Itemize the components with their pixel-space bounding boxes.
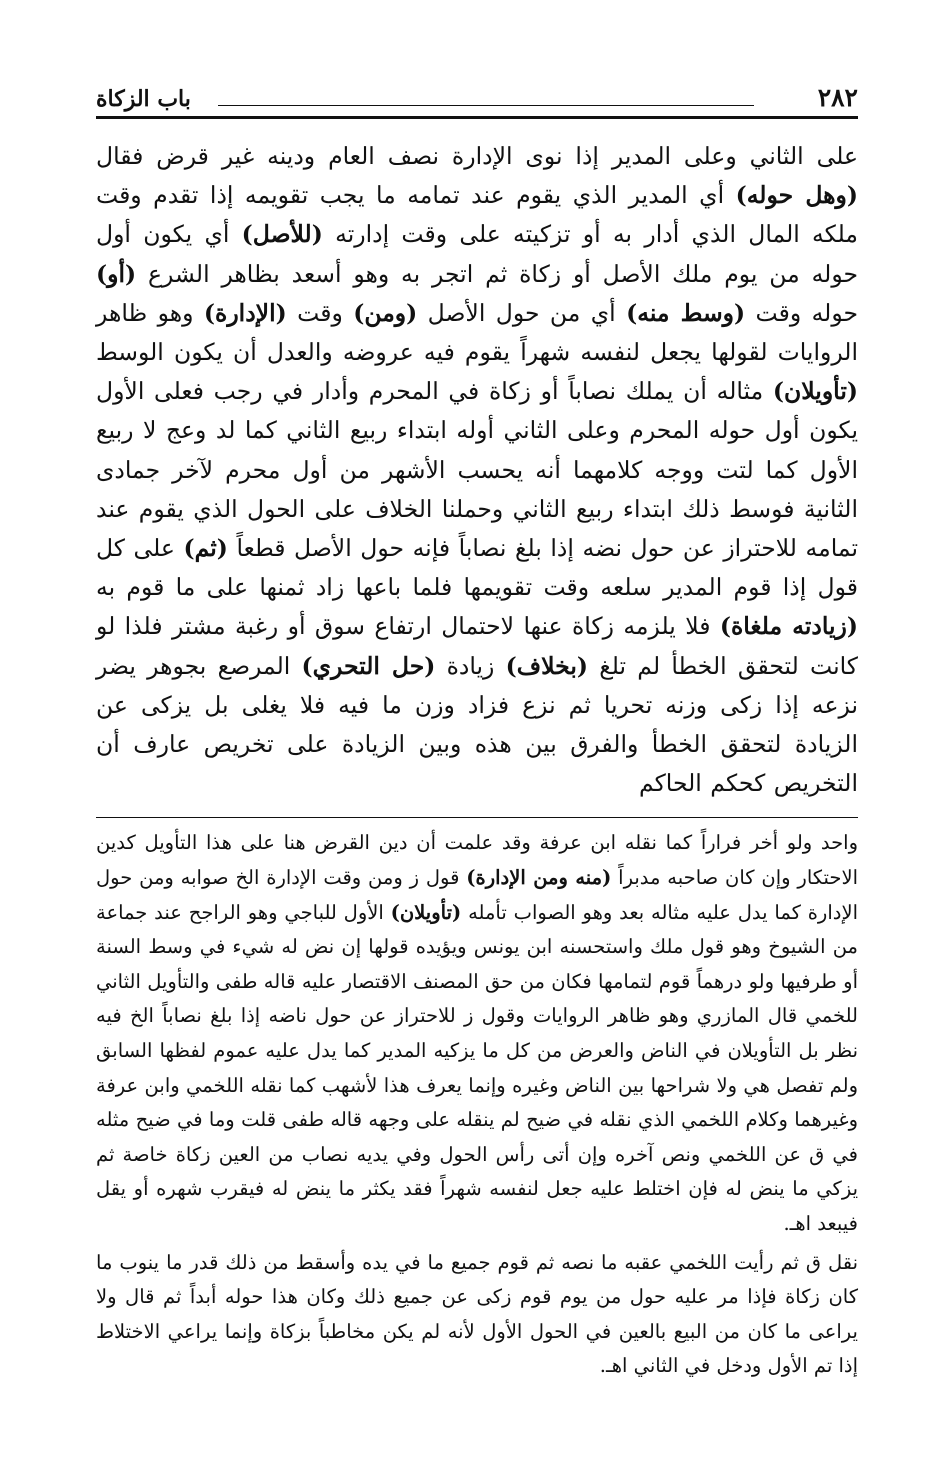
- matn-term: (الإدارة): [203, 298, 287, 327]
- matn-term: (للأصل): [241, 220, 323, 249]
- footnote-text-run: الأول للباجي وهو الراجح عند جماعة من الشيوخ وهو قول ملك واستحسنه ابن يونس ويؤيده قولها إن نض له شيء في وسط السنة أو طرفيها ولو درهماً قوم لتمامها فكان من حق المصنف الاقتصار عليه قاله طفى والتأويل الثاني للخمي قال المازري وهو ظاهر الروايات وقول ز للاحتراز عن حول ناضه إذا بلغ نصاباً الخ فيه نظر بل التأويلان في الناض والعرض من كل ما يزكيه المدير كما يدل عليه عموم لفظها السابق ولم تفصل هي ولا شراحها بين الناض وغيره وإنما يعرف هذا لأشهب كما نقله اللخمي وابن عرفة وغيرهما وكلام اللخمي الذي نقله في ضيح لم ينقله على وجهه قاله طفى قلت وما في ضيح مثله في ق عن اللخمي ونص آخره وإن أتى رأس الحول وفي يديه نصاب من العين زكاة خاصة ثم يزكي ما ينض له فإن اختلط عليه جعل لنفسه شهراً فقد يكثر ما ينض له فيقرب شهره أو يقل فيبعد اهـ.: [96, 900, 858, 1235]
- book-page: [96, 74, 858, 1394]
- main-text-run: أي من حول الأصل: [417, 298, 627, 327]
- page-number: ٢٨٢: [817, 83, 858, 112]
- main-text-run: على الثاني وعلى المدير إذا نوى الإدارة نصف العام ودينه غير قرض فقال: [96, 142, 858, 170]
- main-text-run: أي المدير الذي يقوم عند تمامه ما يجب تقويمه إذا تقدم وقت ملكه المال الذي أدار به أو تزكيته على وقت إدارته: [96, 181, 858, 249]
- matn-term: (وهل حوله): [735, 181, 858, 210]
- header-divider: [96, 116, 858, 119]
- matn-term: (بخلاف): [505, 651, 588, 680]
- footnote-term: (منه ومن الإدارة): [466, 866, 612, 890]
- main-text-run: وقت: [286, 298, 354, 327]
- main-text: [96, 137, 858, 803]
- matn-term: (ثم): [183, 534, 228, 563]
- footnote-paragraph: نقل ق ثم رأيت اللخمي عقبه ما نصه ثم قوم جميع ما في يده وأسقط من ذلك قدر ما ينوب ما كان زكاة فإذا مر عليه حول من يوم قوم زكى عن جميع ذلك وكان هذا حوله أبداً ثم قال ولا يراعى ما كان من البيع بالعين في الحول الأول لأنه لم يكن مخاطباً بزكاة وإنما يراعي الاختلاط إذا تم الأول ودخل في الثاني اهـ.: [96, 1250, 858, 1378]
- matn-term: (أو): [96, 259, 137, 288]
- main-text-run: وهو ظاهر الروايات لقولها يجعل لنفسه شهراً يقوم فيه عروضه والعدل أن يكون الوسط: [96, 298, 858, 367]
- footnote-paragraph: [96, 826, 858, 1241]
- matn-term: (وسط منه): [626, 298, 746, 327]
- footnotes: [96, 826, 858, 1384]
- main-text-run: المرصع بجوهر يضر نزعه إذا زكى وزنه تحريا ثم نزع فزاد وزن ما فيه فلا يغلى بل يزكى عن الزيادة لتحقق الخطأ والفرق بين هذه وبين الزيادة على تخريص عارف أن التخريص كحكم الحاكم: [96, 651, 858, 798]
- main-text-run: أي يكون أول حوله من يوم ملك الأصل أو زكاة ثم اتجر به وهو أسعد بظاهر الشرع: [96, 220, 858, 288]
- main-text-run: حوله وقت: [745, 298, 858, 327]
- footnote-separator: [96, 817, 858, 818]
- main-text-run: على كل قول إذا قوم المدير سلعه وقت تقويمها فلما باعها زاد ثمنها على ما قوم به: [96, 534, 858, 602]
- matn-term: (حل التحري): [301, 651, 436, 680]
- footnote-text-run: قول ز ومن وقت الإدارة الخ صوابه ومن حول الإدارة كما يدل عليه مثاله بعد وهو الصواب تأمله: [96, 866, 858, 924]
- footnote-text-run: واحد ولو أخر فراراً كما نقله ابن عرفة وقد علمت أن دين القرض هنا على هذا التأويل كدين الاحتكار وإن كان صاحبه مدبراً: [96, 831, 859, 890]
- matn-term: (ومن): [353, 298, 418, 327]
- main-text-run: مثاله أن يملك نصاباً أو زكاة في المحرم وأدار في رجب فعلى الأول يكون أول حوله المحرم وعلى الثاني أوله ابتداء ربيع الثاني كما لد وعج لا ربيع الأول كما لتت ووجه كلامهما أنه يحسب الأشهر من أول محرم لآخر جمادى الثانية فوسط ذلك ابتداء ربيع الثاني وحملنا الخلاف على الحول الذي يقوم عند تمامه للاحتراز عن حول نضه إذا بلغ نصاباً فإنه حول الأصل قطعاً: [96, 377, 858, 563]
- page-header: [96, 74, 858, 116]
- matn-term: (زيادته ملغاة): [719, 612, 859, 641]
- matn-term: (تأويلان): [772, 377, 858, 406]
- chapter-title: باب الزكاة: [96, 86, 191, 112]
- main-text-run: زيادة: [435, 651, 506, 680]
- header-rule: [218, 105, 754, 106]
- footnote-term: (تأويلان): [390, 900, 462, 924]
- main-text-run: فلا يلزمه زكاة عنها لاحتمال ارتفاع سوق أو رغبة مشتر فلذا لو كانت لتحقق الخطأ لم تلغ: [96, 612, 858, 680]
